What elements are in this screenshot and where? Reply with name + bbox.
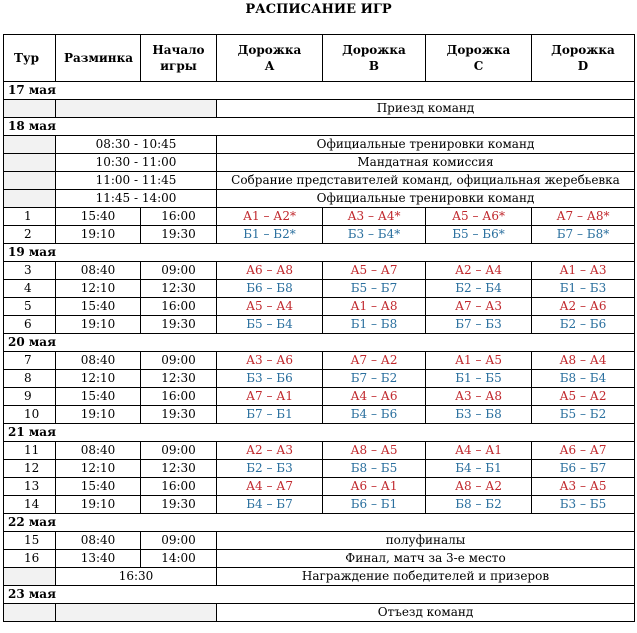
lane-b-match: Б6 – Б1 (323, 496, 426, 514)
round-row (4, 226, 635, 244)
round-row (4, 532, 635, 550)
empty-cell (4, 100, 56, 118)
round-row (4, 388, 635, 406)
day-label: 18 мая (4, 118, 635, 136)
header-lane-letter: C (473, 59, 484, 73)
lane-a-match: А3 – А6 (217, 352, 323, 370)
round-row (4, 262, 635, 280)
empty-cell (56, 604, 217, 622)
header-lane-word: Дорожка (342, 43, 406, 57)
lane-a-match: А5 – А4 (217, 298, 323, 316)
lane-a-match: Б5 – Б4 (217, 316, 323, 334)
lane-d-match: А8 – А4 (532, 352, 635, 370)
start-time: 19:30 (141, 316, 217, 334)
round-row (4, 280, 635, 298)
round-number: 10 (4, 406, 56, 424)
event-text: Официальные тренировки команд (217, 190, 635, 208)
round-number: 14 (4, 496, 56, 514)
round-row (4, 208, 635, 226)
lane-c-match: А2 – А4 (426, 262, 532, 280)
lane-b-match: Б7 – Б2 (323, 370, 426, 388)
warmup-time: 12:10 (56, 370, 141, 388)
start-time: 12:30 (141, 370, 217, 388)
round-number: 3 (4, 262, 56, 280)
event-row (4, 604, 635, 622)
event-time: 10:30 - 11:00 (56, 154, 217, 172)
event-row (4, 100, 635, 118)
start-time: 12:30 (141, 280, 217, 298)
start-time: 19:30 (141, 226, 217, 244)
header-lane-d (532, 35, 635, 82)
header-lane-letter: A (264, 59, 275, 73)
warmup-time: 08:40 (56, 532, 141, 550)
event-text: Отъезд команд (217, 604, 635, 622)
day-row (4, 82, 635, 100)
empty-cell (4, 190, 56, 208)
lane-a-match: А1 – А2* (217, 208, 323, 226)
event-row (4, 568, 635, 586)
lane-a-match: А6 – А8 (217, 262, 323, 280)
event-row (4, 136, 635, 154)
event-time: 11:00 - 11:45 (56, 172, 217, 190)
round-row (4, 550, 635, 568)
warmup-time: 19:10 (56, 406, 141, 424)
day-row (4, 334, 635, 352)
lane-d-match: Б1 – Б3 (532, 280, 635, 298)
event-text: полуфиналы (217, 532, 635, 550)
round-number: 5 (4, 298, 56, 316)
lane-b-match: Б8 – Б5 (323, 460, 426, 478)
header-lane-word: Дорожка (446, 43, 511, 57)
header-lane-b (323, 35, 426, 82)
round-row (4, 352, 635, 370)
warmup-time: 12:10 (56, 280, 141, 298)
day-row (4, 244, 635, 262)
header-nachalo-line2: игры (160, 59, 197, 73)
round-row (4, 406, 635, 424)
warmup-time: 15:40 (56, 388, 141, 406)
lane-d-match: Б8 – Б4 (532, 370, 635, 388)
warmup-time: 15:40 (56, 208, 141, 226)
empty-cell (4, 604, 56, 622)
day-label: 21 мая (4, 424, 635, 442)
warmup-time: 13:40 (56, 550, 141, 568)
start-time: 09:00 (141, 262, 217, 280)
header-lane-letter: B (368, 59, 380, 73)
lane-c-match: А5 – А6* (426, 208, 532, 226)
start-time: 16:00 (141, 298, 217, 316)
lane-b-match: А1 – А8 (323, 298, 426, 316)
start-time: 14:00 (141, 550, 217, 568)
lane-b-match: Б5 – Б7 (323, 280, 426, 298)
page-title: РАСПИСАНИЕ ИГР (245, 2, 392, 17)
event-time: 11:45 - 14:00 (56, 190, 217, 208)
event-text: Официальные тренировки команд (217, 136, 635, 154)
round-number: 13 (4, 478, 56, 496)
start-time: 09:00 (141, 352, 217, 370)
event-text: Мандатная комиссия (217, 154, 635, 172)
round-number: 8 (4, 370, 56, 388)
header-razminka: Разминка (56, 35, 141, 82)
warmup-time: 08:40 (56, 442, 141, 460)
round-number: 2 (4, 226, 56, 244)
lane-b-match: Б3 – Б4* (323, 226, 426, 244)
warmup-time: 08:40 (56, 352, 141, 370)
start-time: 19:30 (141, 496, 217, 514)
header-lane-c (426, 35, 532, 82)
warmup-time: 19:10 (56, 226, 141, 244)
day-row (4, 118, 635, 136)
lane-b-match: А5 – А7 (323, 262, 426, 280)
header-lane-word: Дорожка (551, 43, 615, 57)
header-tur: Тур (4, 35, 56, 82)
day-label: 23 мая (4, 586, 635, 604)
day-label: 20 мая (4, 334, 635, 352)
day-row (4, 514, 635, 532)
event-text: Награждение победителей и призеров (217, 568, 635, 586)
header-nachalo (141, 35, 217, 82)
lane-c-match: А7 – А3 (426, 298, 532, 316)
lane-c-match: Б2 – Б4 (426, 280, 532, 298)
lane-b-match: А6 – А1 (323, 478, 426, 496)
lane-a-match: А4 – А7 (217, 478, 323, 496)
round-row (4, 496, 635, 514)
header-lane-letter: D (577, 59, 589, 73)
round-number: 11 (4, 442, 56, 460)
warmup-time: 08:40 (56, 262, 141, 280)
lane-d-match: А3 – А5 (532, 478, 635, 496)
event-time: 08:30 - 10:45 (56, 136, 217, 154)
round-number: 16 (4, 550, 56, 568)
event-row (4, 172, 635, 190)
start-time: 16:00 (141, 478, 217, 496)
header-lane-word: Дорожка (237, 43, 302, 57)
warmup-time: 12:10 (56, 460, 141, 478)
event-text: Финал, матч за 3-е место (217, 550, 635, 568)
start-time: 16:00 (141, 208, 217, 226)
lane-d-match: А6 – А7 (532, 442, 635, 460)
lane-a-match: Б6 – Б8 (217, 280, 323, 298)
lane-d-match: Б2 – Б6 (532, 316, 635, 334)
lane-a-match: Б3 – Б6 (217, 370, 323, 388)
warmup-time: 15:40 (56, 478, 141, 496)
start-time: 09:00 (141, 532, 217, 550)
round-row (4, 442, 635, 460)
lane-c-match: А1 – А5 (426, 352, 532, 370)
event-row (4, 190, 635, 208)
lane-c-match: Б3 – Б8 (426, 406, 532, 424)
round-number: 1 (4, 208, 56, 226)
lane-d-match: Б6 – Б7 (532, 460, 635, 478)
start-time: 16:00 (141, 388, 217, 406)
lane-d-match: Б7 – Б8* (532, 226, 635, 244)
start-time: 12:30 (141, 460, 217, 478)
lane-a-match: Б7 – Б1 (217, 406, 323, 424)
lane-b-match: А7 – А2 (323, 352, 426, 370)
lane-c-match: А8 – А2 (426, 478, 532, 496)
warmup-time: 19:10 (56, 496, 141, 514)
day-label: 19 мая (4, 244, 635, 262)
header-lane-a (217, 35, 323, 82)
lane-a-match: Б2 – Б3 (217, 460, 323, 478)
lane-b-match: А8 – А5 (323, 442, 426, 460)
empty-cell (4, 136, 56, 154)
lane-d-match: А1 – А3 (532, 262, 635, 280)
lane-c-match: Б5 – Б6* (426, 226, 532, 244)
warmup-time: 19:10 (56, 316, 141, 334)
lane-a-match: А7 – А1 (217, 388, 323, 406)
event-time: 16:30 (56, 568, 217, 586)
round-row (4, 460, 635, 478)
empty-cell (4, 568, 56, 586)
lane-d-match: А5 – А2 (532, 388, 635, 406)
day-label: 22 мая (4, 514, 635, 532)
round-number: 7 (4, 352, 56, 370)
empty-cell (4, 154, 56, 172)
round-number: 12 (4, 460, 56, 478)
lane-c-match: Б4 – Б1 (426, 460, 532, 478)
round-number: 15 (4, 532, 56, 550)
day-row (4, 424, 635, 442)
start-time: 19:30 (141, 406, 217, 424)
round-row (4, 316, 635, 334)
round-number: 6 (4, 316, 56, 334)
lane-a-match: Б4 – Б7 (217, 496, 323, 514)
lane-d-match: А2 – А6 (532, 298, 635, 316)
lane-d-match: Б3 – Б5 (532, 496, 635, 514)
round-number: 9 (4, 388, 56, 406)
start-time: 09:00 (141, 442, 217, 460)
empty-cell (56, 100, 217, 118)
lane-a-match: А2 – А3 (217, 442, 323, 460)
empty-cell (4, 172, 56, 190)
lane-d-match: Б5 – Б2 (532, 406, 635, 424)
header-nachalo-line1: Начало (152, 43, 205, 57)
lane-c-match: А4 – А1 (426, 442, 532, 460)
day-row (4, 586, 635, 604)
event-row (4, 154, 635, 172)
round-number: 4 (4, 280, 56, 298)
warmup-time: 15:40 (56, 298, 141, 316)
header-row (4, 35, 635, 82)
lane-b-match: А3 – А4* (323, 208, 426, 226)
schedule-table (3, 34, 635, 622)
lane-d-match: А7 – А8* (532, 208, 635, 226)
event-text: Собрание представителей команд, официальная жеребьевка (217, 172, 635, 190)
lane-c-match: Б8 – Б2 (426, 496, 532, 514)
lane-c-match: Б1 – Б5 (426, 370, 532, 388)
lane-b-match: А4 – А6 (323, 388, 426, 406)
lane-b-match: Б4 – Б6 (323, 406, 426, 424)
lane-a-match: Б1 – Б2* (217, 226, 323, 244)
day-label: 17 мая (4, 82, 635, 100)
lane-c-match: Б7 – Б3 (426, 316, 532, 334)
round-row (4, 370, 635, 388)
lane-c-match: А3 – А8 (426, 388, 532, 406)
round-row (4, 478, 635, 496)
lane-b-match: Б1 – Б8 (323, 316, 426, 334)
round-row (4, 298, 635, 316)
event-text: Приезд команд (217, 100, 635, 118)
